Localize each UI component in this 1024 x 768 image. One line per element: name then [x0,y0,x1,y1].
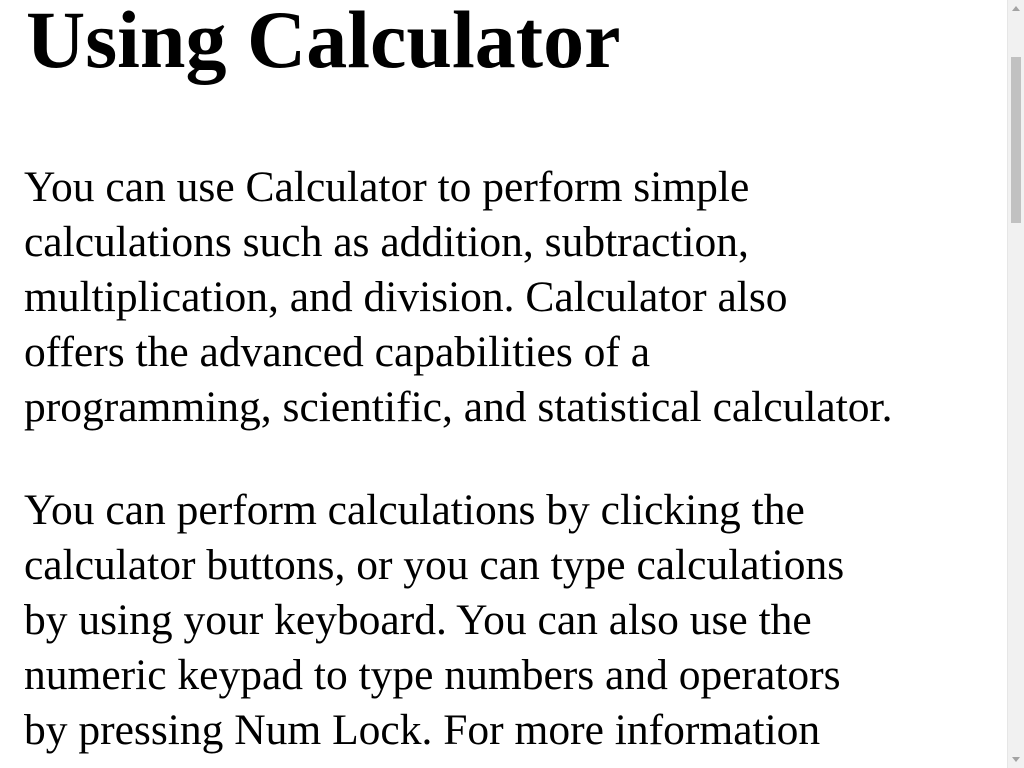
paragraph-line: You can use Calculator to perform simple [24,163,750,211]
vertical-scrollbar[interactable] [1007,0,1024,768]
arrow-down-icon [1012,757,1020,762]
paragraph-line: by pressing Num Lock. For more information [24,706,821,754]
paragraph-line: numeric keypad to type numbers and operators [24,651,841,699]
scrollbar-thumb[interactable] [1011,57,1021,223]
paragraph-line: You can perform calculations by clicking the [24,486,805,534]
paragraph-line: programming, scientific, and statistical calculator. [24,383,893,431]
paragraph-intro [24,160,893,435]
paragraph-line: calculator buttons, or you can type calculations [24,541,845,589]
page-title: Using Calculator [26,0,621,85]
paragraph-line: calculations such as addition, subtraction, [24,218,749,266]
scroll-down-button[interactable] [1008,751,1024,768]
arrow-up-icon [1012,6,1020,11]
paragraph-line: by using your keyboard. You can also use the [24,596,812,644]
paragraph-usage [24,483,844,758]
paragraph-line: offers the advanced capabilities of a [24,328,651,376]
paragraph-line: multiplication, and division. Calculator also [24,273,788,321]
scroll-up-button[interactable] [1008,0,1024,17]
